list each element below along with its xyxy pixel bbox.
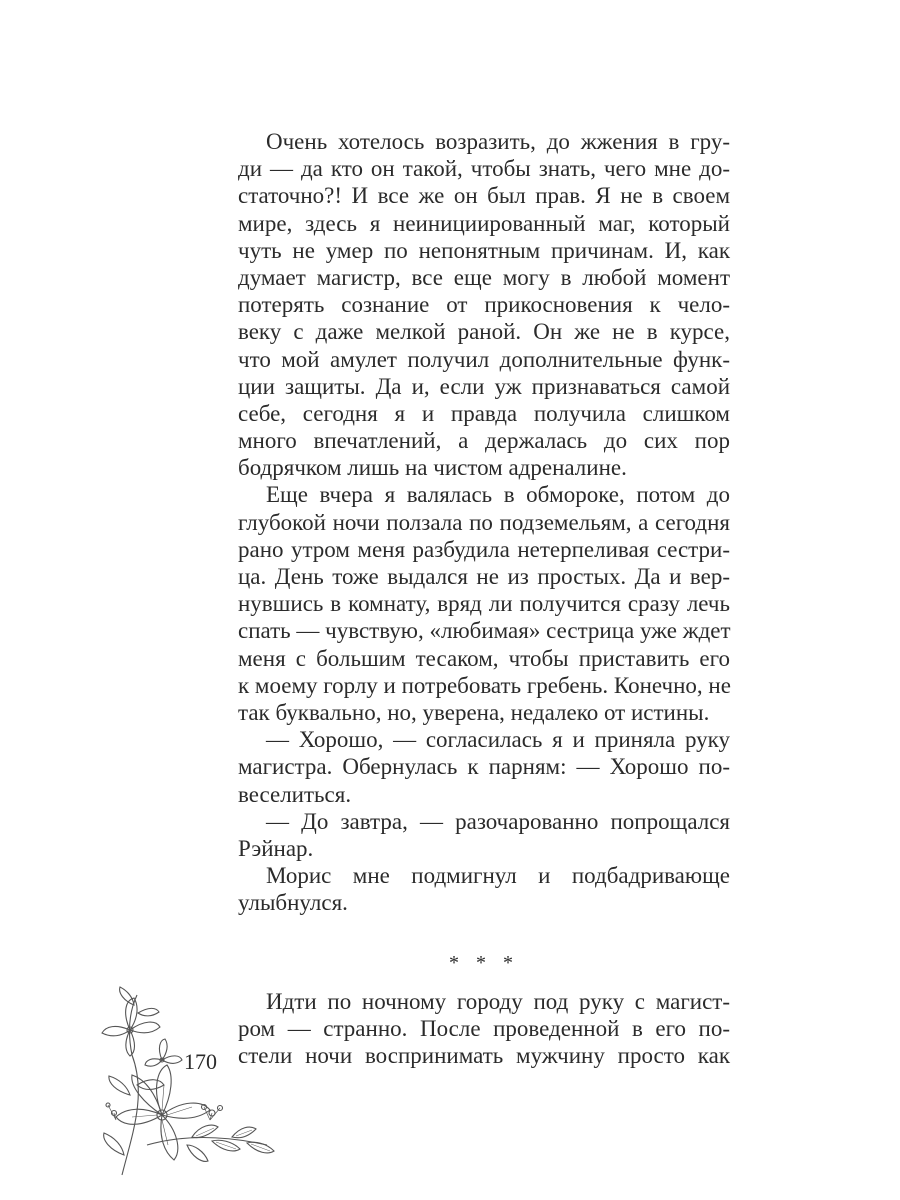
text-line: — До завтра, — разочарованно попрощался bbox=[266, 808, 730, 834]
text-line: ца. День тоже выдался не из простых. Да и вер- bbox=[238, 564, 730, 589]
text-line: ди — да кто он такой, чтобы знать, чего мне до- bbox=[238, 156, 730, 182]
text-line: ции защиты. Да и, если уж признаваться самой bbox=[238, 373, 730, 399]
text-line: нувшись в комнату, вряд ли получится сразу лечь bbox=[238, 591, 730, 617]
floral-ornament bbox=[92, 985, 292, 1185]
text-line: чуть не умер по непонятным причинам. И, как bbox=[238, 237, 730, 263]
text-line: много впечатлений, а держалась до сих пор bbox=[238, 428, 730, 454]
text-line: мире, здесь я неинициированный маг, который bbox=[238, 210, 730, 236]
text-line: Морис мне подмигнул и подбадривающе bbox=[266, 863, 730, 889]
text-line: меня с большим тесаком, чтобы приставить его bbox=[238, 645, 730, 671]
text-line: стели ночи воспринимать мужчину просто как bbox=[238, 1043, 730, 1069]
text-line: Рэйнар. bbox=[238, 835, 314, 861]
section-separator: * * * bbox=[449, 952, 519, 974]
text-line: Еще вчера я валялась в обмороке, потом до bbox=[266, 482, 730, 508]
text-line: веку с даже мелкой раной. Он же не в курсе, bbox=[238, 319, 730, 345]
text-line: Идти по ночному городу под руку с магист- bbox=[266, 989, 730, 1014]
text-line: бодрячком лишь на чистом адреналине. bbox=[238, 455, 627, 481]
text-line: спать — чувствую, «любимая» сестрица уже ждет bbox=[238, 618, 731, 644]
text-line: глубокой ночи ползала по подземельям, а сегодня bbox=[238, 509, 730, 535]
text-line: думает магистр, все еще могу в любой момент bbox=[238, 264, 730, 290]
text-line: магистра. Обернулась к парням: — Хорошо по- bbox=[238, 754, 730, 780]
text-line: улыбнулся. bbox=[238, 890, 348, 916]
text-line: — Хорошо, — согласилась я и приняла руку bbox=[266, 727, 730, 753]
text-line: так буквально, но, уверена, недалеко от истины. bbox=[238, 699, 710, 725]
text-line: что мой амулет получил дополнительные функ- bbox=[238, 346, 730, 372]
page-number: 170 bbox=[184, 1049, 217, 1074]
text-line: веселиться. bbox=[238, 781, 352, 807]
text-line: ром — странно. После проведенной в его по- bbox=[238, 1016, 730, 1042]
text-line: Очень хотелось возразить, до жжения в гру- bbox=[266, 129, 730, 154]
text-line: потерять сознание от прикосновения к чело- bbox=[238, 292, 730, 318]
text-line: рано утром меня разбудила нетерпеливая сестри- bbox=[238, 536, 730, 562]
text-line: к моему горлу и потребовать гребень. Конечно, не bbox=[238, 672, 731, 698]
text-line: себе, сегодня я и правда получила слишком bbox=[238, 400, 730, 426]
text-line: статочно?! И все же он был прав. Я не в своем bbox=[238, 183, 730, 209]
continuation-text bbox=[238, 988, 730, 1070]
main-text bbox=[238, 128, 730, 916]
